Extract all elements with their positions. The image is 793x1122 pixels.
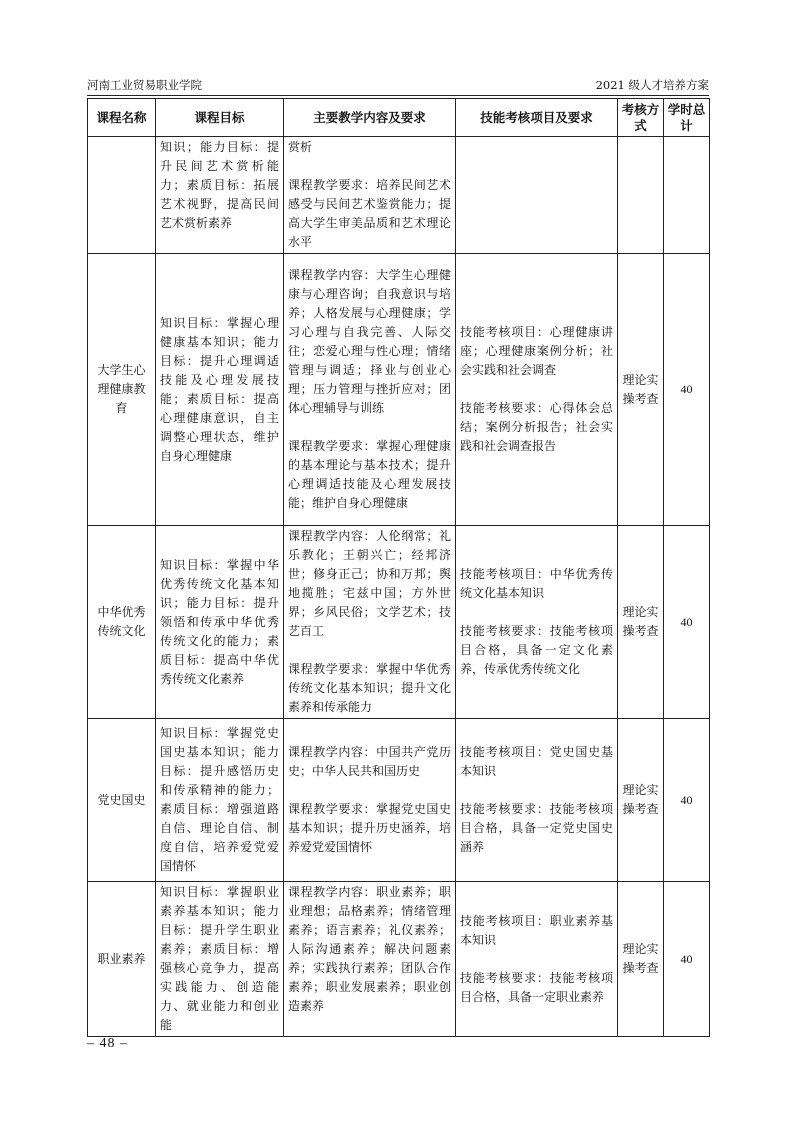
course-goal-text: 知识目标：掌握党史国史基本知识；能力目标：提升感悟历史和传承精神的能力；素质目标：增强道路自信、理论自信、制度自信，培养爱党爱国情怀	[160, 726, 279, 873]
course-goal-cell	[156, 137, 284, 254]
teaching-requirement-text: 课程教学要求：培养民间艺术感受与民间艺术鉴赏能力；提高大学生审美品质和艺术理论水平	[288, 178, 451, 249]
header-teaching-content: 主要教学内容及要求	[284, 99, 456, 137]
header-rule	[87, 95, 709, 96]
course-goal-cell	[156, 254, 284, 526]
teaching-content-text: 课程教学内容：职业素养；职业理想；品格素养；情绪管理素养；语言素养；礼仪素养；人际沟通素养；解决问题素养；实践执行素养；团队合作素养；职业发展素养；职业创造素养	[288, 885, 451, 1013]
header-course-goal: 课程目标	[156, 99, 284, 137]
skill-requirement-text: 技能考核要求：技能考核项目合格，具备一定党史国史涵养	[460, 802, 613, 854]
teaching-content-cell	[284, 526, 456, 719]
skill-assessment-cell	[456, 719, 618, 882]
header-total-hours: 学时总计	[664, 99, 710, 137]
skill-item-text: 技能考核项目：中华优秀传统文化基本知识	[460, 567, 613, 600]
header-assessment-method: 考核方式	[618, 99, 664, 137]
total-hours-cell: 40	[664, 719, 710, 882]
course-goal-text: 知识目标：掌握职业素养基本知识；能力目标：提升学生职业素养；素质目标：增强核心竞争力，提高实践能力、创造能力、就业能力和创业能	[160, 885, 279, 1032]
teaching-content-cell	[284, 882, 456, 1037]
teaching-content-text: 赏析	[288, 140, 313, 154]
skill-assessment-cell	[456, 254, 618, 526]
teaching-content-text: 课程教学内容：人伦纲常；礼乐教化；王朝兴亡；经邦济世；修身正己；协和万邦；舆地揽胜；宅兹中国；方外世界；乡风民俗；文学艺术；技艺百工	[288, 529, 451, 638]
table-row	[88, 719, 710, 882]
skill-requirement-text: 技能考核要求：技能考核项目合格，具备一定职业素养	[460, 970, 613, 1004]
assessment-method-cell: 理论实操考查	[618, 254, 664, 526]
course-goal-cell	[156, 526, 284, 719]
header-course-name: 课程名称	[88, 99, 156, 137]
skill-assessment-cell	[456, 526, 618, 719]
skill-item-text: 技能考核项目：职业素养基本知识	[460, 913, 613, 947]
skill-requirement-text: 技能考核要求：心得体会总结；案例分析报告；社会实践和社会调查报告	[460, 401, 613, 453]
table-header-row	[88, 99, 710, 137]
skill-assessment-cell	[456, 882, 618, 1037]
school-name: 河南工业贸易职业学院	[87, 78, 202, 92]
course-goal-cell	[156, 882, 284, 1037]
teaching-requirement-text: 课程教学要求：掌握中华优秀传统文化基本知识；提升文化素养和传承能力	[288, 662, 451, 714]
course-goal-text: 知识目标：掌握心理健康基本知识；能力目标：提升心理调适技能及心理发展技能；素质目标：提高心理健康意识，自主调整心理状态，维护自身心理健康	[160, 315, 279, 463]
total-hours-cell: 40	[664, 526, 710, 719]
skill-item-text: 技能考核项目：党史国史基本知识	[460, 745, 613, 778]
total-hours-cell: 40	[664, 882, 710, 1037]
course-name-cell: 中华优秀传统文化	[88, 526, 156, 719]
total-hours-cell	[664, 137, 710, 254]
teaching-content-cell	[284, 137, 456, 254]
course-name-cell: 党史国史	[88, 719, 156, 882]
assessment-method-cell	[618, 137, 664, 254]
course-name-cell: 职业素养	[88, 882, 156, 1037]
assessment-method-cell: 理论实操考查	[618, 526, 664, 719]
page-header	[87, 78, 709, 94]
course-name-cell	[88, 137, 156, 254]
table-row	[88, 882, 710, 1037]
assessment-method-cell: 理论实操考查	[618, 719, 664, 882]
page-number: – 48 –	[87, 1036, 128, 1051]
assessment-method-cell: 理论实操考查	[618, 882, 664, 1037]
teaching-content-text: 课程教学内容：大学生心理健康与心理咨询；自我意识与培养；人格发展与心理健康；学习心理与自我完善、人际交往；恋爱心理与性心理；情绪管理与调适；择业与创业心理；压力管理与挫折应对；团体心理辅导与训练	[288, 268, 451, 415]
header-skill-assessment: 技能考核项目及要求	[456, 99, 618, 137]
course-goal-text: 知识；能力目标：提升民间艺术赏析能力；素质目标：拓展艺术视野，提高民间艺术赏析素养	[160, 140, 279, 230]
document-title: 2021 级人才培养方案	[595, 78, 709, 92]
teaching-content-cell	[284, 719, 456, 882]
course-goal-cell	[156, 719, 284, 882]
course-goal-text: 知识目标：掌握中华优秀传统文化基本知识；能力目标：提升领悟和传承中华优秀传统文化的能力；素质目标：提高中华优秀传统文化素养	[160, 557, 279, 686]
skill-assessment-cell	[456, 137, 618, 254]
course-name-cell: 大学生心理健康教育	[88, 254, 156, 526]
table-row	[88, 137, 710, 254]
teaching-content-cell	[284, 254, 456, 526]
skill-item-text: 技能考核项目：心理健康讲座；心理健康案例分析；社会实践和社会调查	[460, 325, 613, 377]
teaching-requirement-text: 课程教学要求：掌握心理健康的基本理论与基本技术；提升心理调适技能及心理发展技能；维护自身心理健康	[288, 439, 451, 510]
table-row	[88, 254, 710, 526]
teaching-requirement-text: 课程教学要求：掌握党史国史基本知识；提升历史涵养，培养爱党爱国情怀	[288, 802, 451, 854]
teaching-content-text: 课程教学内容：中国共产党历史；中华人民共和国历史	[288, 745, 451, 778]
total-hours-cell: 40	[664, 254, 710, 526]
table-row	[88, 526, 710, 719]
skill-requirement-text: 技能考核要求：技能考核项目合格，具备一定文化素养，传承优秀传统文化	[460, 624, 613, 676]
course-table	[87, 98, 710, 1037]
